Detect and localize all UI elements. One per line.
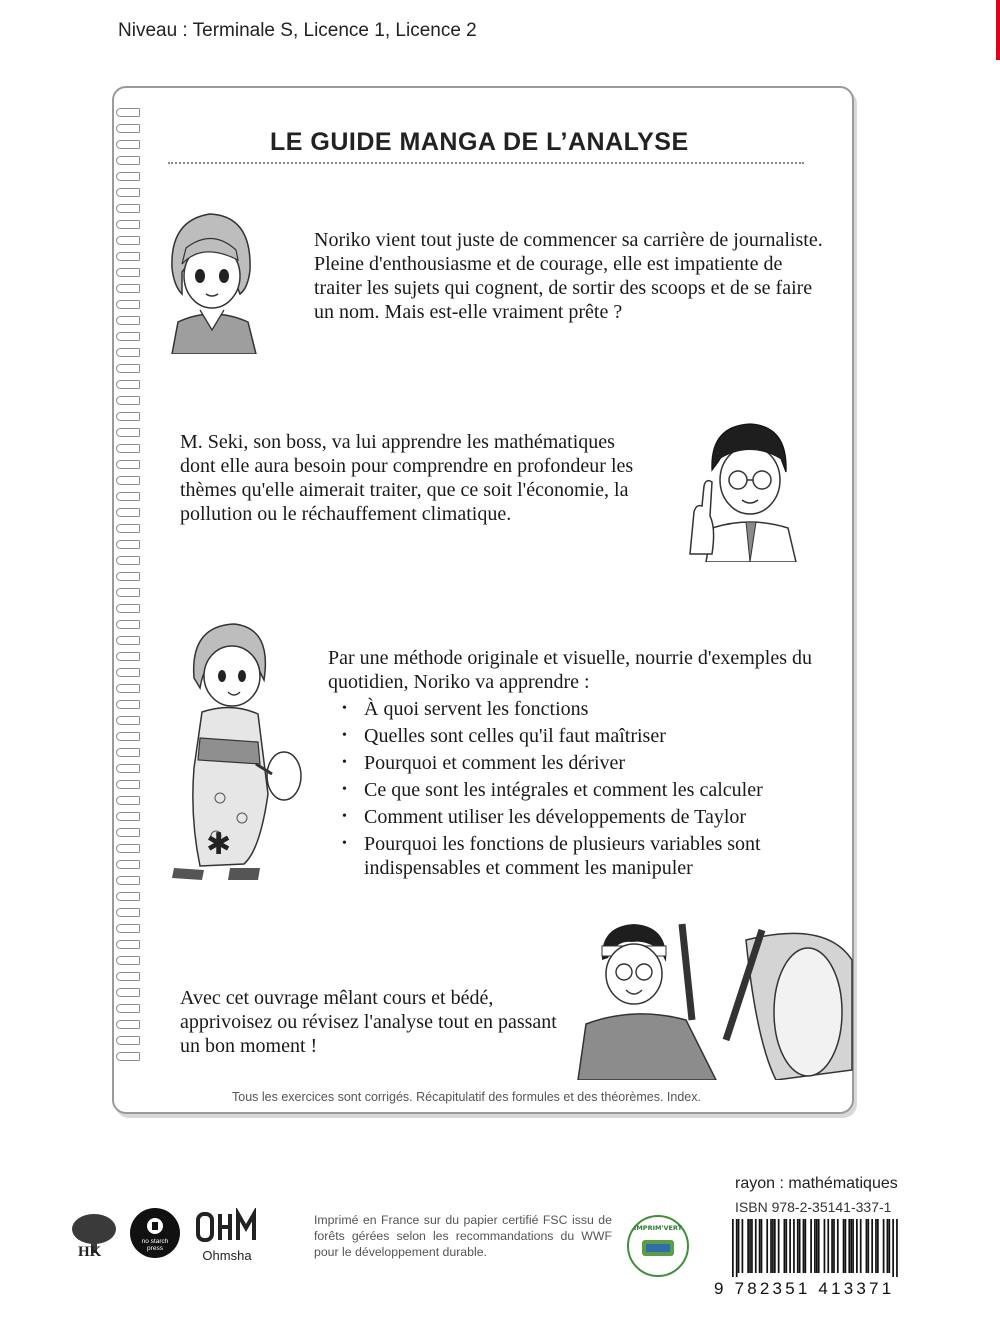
topics-list: [340, 697, 840, 883]
barcode-bar: [892, 1219, 894, 1277]
barcode-bar: [867, 1219, 869, 1273]
spiral-ring: [116, 780, 140, 789]
spiral-ring: [116, 556, 140, 565]
method-paragraph: Par une méthode originale et visuelle, nourrie d'exemples du quotidien, Noriko va apprendre :: [328, 647, 813, 693]
isbn-label: ISBN 978-2-35141-337-1: [735, 1199, 892, 1215]
spiral-ring: [116, 108, 140, 117]
spiral-ring: [116, 636, 140, 645]
red-edge-mark: [996, 0, 1000, 60]
spiral-ring: [116, 588, 140, 597]
spiral-ring: [116, 428, 140, 437]
list-item: [340, 724, 840, 748]
list-item: [340, 778, 840, 802]
topic-text: À quoi servent les fonctions: [364, 698, 589, 720]
barcode-bar: [805, 1219, 807, 1273]
spiral-ring: [116, 236, 140, 245]
topic-text: Ce que sont les intégrales et comment les calculer: [364, 779, 763, 801]
spiral-ring: [116, 508, 140, 517]
barcode-bar: [850, 1219, 852, 1273]
spiral-ring: [116, 284, 140, 293]
spiral-ring: [116, 812, 140, 821]
spiral-ring: [116, 716, 140, 725]
spiral-ring: [116, 204, 140, 213]
drummer-illustration: [576, 920, 854, 1080]
exercises-note: Tous les exercices sont corrigés. Récapitulatif des formules et des théorèmes. Index.: [232, 1090, 701, 1104]
level-label: Niveau : Terminale S, Licence 1, Licence 2: [118, 20, 477, 41]
spiral-ring: [116, 348, 140, 357]
spiral-ring: [116, 332, 140, 341]
topic-text: Comment utiliser les développements de Taylor: [364, 806, 747, 828]
spiral-ring: [116, 668, 140, 677]
shelf-category: rayon : mathématiques: [735, 1175, 898, 1192]
spiral-ring: [116, 140, 140, 149]
barcode-bar: [785, 1219, 787, 1273]
list-item: [340, 805, 840, 829]
spiral-ring: [116, 316, 140, 325]
bullet-icon: •: [342, 728, 347, 743]
barcode-bar: [896, 1219, 898, 1277]
barcode-bar: [766, 1219, 768, 1273]
barcode-bar: [749, 1219, 751, 1273]
barcode-bar: [738, 1219, 740, 1273]
barcode-bar: [793, 1219, 795, 1273]
barcode-bar: [856, 1219, 858, 1273]
spiral-ring: [116, 700, 140, 709]
topic-text: Pourquoi et comment les dériver: [364, 752, 626, 774]
spiral-ring: [116, 924, 140, 933]
spiral-ring: [116, 412, 140, 421]
spiral-ring: [116, 380, 140, 389]
ohmsha-logo: [194, 1208, 260, 1264]
barcode-bar: [818, 1219, 820, 1273]
spiral-ring: [116, 684, 140, 693]
spiral-ring: [116, 156, 140, 165]
topic-text: Quelles sont celles qu'il faut maîtriser: [364, 725, 666, 747]
spiral-ring: [116, 300, 140, 309]
barcode-bar: [797, 1219, 799, 1273]
spiral-ring: [116, 396, 140, 405]
spiral-ring: [116, 1004, 140, 1013]
barcode-bar: [784, 1219, 786, 1273]
no-starch-icon: [145, 1216, 165, 1236]
spiral-ring: [116, 364, 140, 373]
spiral-ring: [116, 604, 140, 613]
spiral-ring: [116, 1020, 140, 1029]
spiral-ring: [116, 956, 140, 965]
spiral-ring: [116, 268, 140, 277]
barcode-bar: [755, 1219, 757, 1273]
spiral-ring: [116, 220, 140, 229]
spiral-ring: [116, 796, 140, 805]
printing-note: Imprimé en France sur du papier certifié FSC issu de forêts gérées selon les recommandations du WWF pour le développement durable.: [314, 1213, 612, 1259]
spiral-ring: [116, 572, 140, 581]
spiral-ring: [116, 940, 140, 949]
ohmsha-text: Ohmsha: [202, 1248, 252, 1263]
barcode-bar: [799, 1219, 801, 1273]
spiral-ring: [116, 124, 140, 133]
barcode-bar: [736, 1219, 738, 1277]
title-divider: [168, 162, 804, 164]
barcode-bar: [751, 1219, 753, 1273]
intro-paragraph-noriko: Noriko vient tout juste de commencer sa carrière de journaliste. Pleine d'enthousiasme et de courage, elle est impatiente de traiter les sujets qui cognent, de sortir des scoops et de se faire un nom. Mais est-elle vraiment prête ?: [314, 229, 823, 323]
bullet-icon: •: [342, 836, 347, 851]
spiral-ring: [116, 524, 140, 533]
ohm-mark-icon: [194, 1208, 260, 1244]
spiral-ring: [116, 908, 140, 917]
imprim-vert-text: IMPRIM'VERT: [633, 1224, 683, 1232]
barcode-bar: [860, 1219, 862, 1273]
barcode-bar: [789, 1219, 791, 1273]
spiral-ring: [116, 188, 140, 197]
imprim-vert-logo: [626, 1214, 690, 1278]
barcode-bar: [837, 1219, 839, 1273]
bullet-icon: •: [342, 782, 347, 797]
noriko-kimono-illustration: [160, 618, 302, 886]
intro-paragraph-seki: M. Seki, son boss, va lui apprendre les mathématiques dont elle aura besoin pour comprendre en profondeur les thèmes qu'elle aimerait traiter, que ce soit l'économie, la pollution ou le réchauffement climatique.: [180, 431, 634, 525]
barcode-bar: [883, 1219, 885, 1273]
barcode-bar: [848, 1219, 850, 1273]
closing-paragraph: Avec cet ouvrage mêlant cours et bédé, apprivoisez ou révisez l'analyse tout en passant un bon moment !: [180, 987, 557, 1057]
barcode-bar: [887, 1219, 889, 1273]
spiral-ring: [116, 892, 140, 901]
barcode-bar: [778, 1219, 780, 1273]
no-starch-text: no starch press: [141, 1238, 169, 1252]
barcode-bar: [888, 1219, 890, 1273]
barcode-bar: [852, 1219, 854, 1273]
spiral-ring: [116, 748, 140, 757]
spiral-ring: [116, 764, 140, 773]
barcode-bar: [770, 1219, 772, 1273]
barcode-bar: [810, 1219, 812, 1273]
spiral-ring: [116, 972, 140, 981]
barcode-bar: [843, 1219, 845, 1273]
barcode-bar: [827, 1219, 829, 1273]
barcode-bar: [824, 1219, 826, 1273]
barcode-bar: [814, 1219, 816, 1273]
list-item: [340, 832, 840, 880]
spiral-ring: [116, 732, 140, 741]
barcode-bar: [772, 1219, 774, 1273]
spiral-ring: [116, 876, 140, 885]
spiral-ring: [116, 476, 140, 485]
noriko-portrait-illustration: [152, 198, 270, 354]
barcode-bar: [871, 1219, 873, 1273]
spiral-ring: [116, 444, 140, 453]
spiral-ring: [116, 844, 140, 853]
svg-text:✱: ✱: [206, 827, 232, 862]
barcode-bar: [747, 1219, 749, 1273]
spiral-ring: [116, 1052, 140, 1061]
spiral-ring: [116, 1036, 140, 1045]
page-title: LE GUIDE MANGA DE L’ANALYSE: [270, 128, 689, 156]
barcode-bar: [759, 1219, 761, 1273]
spiral-ring: [116, 460, 140, 469]
no-starch-press-logo: [130, 1208, 180, 1258]
barcode-bar: [833, 1219, 835, 1273]
barcode-bar: [742, 1219, 744, 1273]
spiral-ring: [116, 492, 140, 501]
barcode: [732, 1219, 898, 1277]
spiral-ring: [116, 540, 140, 549]
spiral-ring: [116, 252, 140, 261]
bullet-icon: •: [342, 701, 347, 716]
bullet-icon: •: [342, 755, 347, 770]
barcode-bar: [866, 1219, 868, 1273]
barcode-bar: [774, 1219, 776, 1273]
spiral-ring: [116, 860, 140, 869]
spiral-ring: [116, 828, 140, 837]
barcode-bar: [831, 1219, 833, 1273]
barcode-bar: [877, 1219, 879, 1273]
spiral-binding: [116, 108, 144, 1068]
barcode-bar: [761, 1219, 763, 1273]
bullet-icon: •: [342, 809, 347, 824]
spiral-ring: [116, 620, 140, 629]
barcode-bar: [803, 1219, 805, 1273]
spiral-ring: [116, 652, 140, 661]
barcode-bar: [816, 1219, 818, 1273]
hk-logo-text: HK: [78, 1244, 102, 1260]
mr-seki-illustration: [676, 416, 814, 562]
topic-text: Pourquoi les fonctions de plusieurs variables sont indispensables et comment les manipuler: [364, 833, 761, 879]
spiral-ring: [116, 172, 140, 181]
list-item: [340, 697, 840, 721]
list-item: [340, 751, 840, 775]
barcode-bar: [732, 1219, 734, 1277]
barcode-number: 9 782351 413371: [714, 1279, 895, 1298]
spiral-ring: [116, 988, 140, 997]
barcode-bar: [845, 1219, 847, 1273]
barcode-bar: [875, 1219, 877, 1273]
